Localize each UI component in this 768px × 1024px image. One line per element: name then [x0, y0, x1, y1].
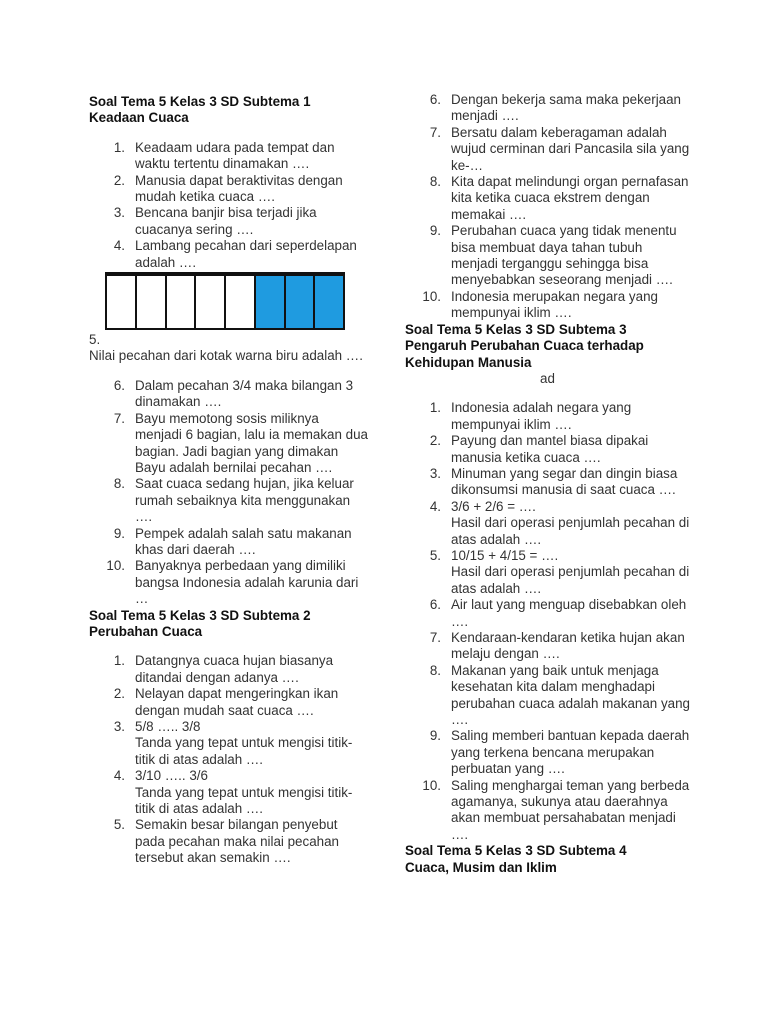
- question-item: 6. Dengan bekerja sama maka pekerjaan menjadi ….: [429, 92, 682, 124]
- subtema-4-title-line2: Cuaca, Musim dan Iklim: [405, 859, 557, 875]
- question-item: 6. Air laut yang menguap disebabkan oleh ….: [429, 597, 687, 629]
- question-item: 7. Bayu memotong sosis miliknya menjadi 6 bagian, lalu ia memakan dua bagian. Jadi bagian yang dimakan Bayu adalah bernilai pecahan ….: [113, 410, 368, 475]
- subtema-2-question-list-continued: [405, 92, 690, 322]
- ad-label: ad: [540, 370, 555, 386]
- question-item: 7. Bersatu dalam keberagaman adalah wujud cerminan dari Pancasila sila yang ke-…: [429, 124, 690, 173]
- question-item: 9. Saling memberi bantuan kepada daerah yang terkena bencana merupakan perbuatan yang ….: [429, 728, 690, 777]
- subtema-2-heading: [89, 608, 369, 641]
- question-item: 10. Saling menghargai teman yang berbeda agamanya, sukunya atau daerahnya akan membuat persahabatan menjadi ….: [422, 777, 690, 842]
- question-item: 9. Perubahan cuaca yang tidak menentu bisa membuat daya tahan tubuh menjadi terganggu sehingga bisa menyebabkan seseorang menjadi ….: [429, 223, 677, 288]
- question-item: 1. Indonesia adalah negara yang mempunyai iklim ….: [429, 400, 632, 432]
- subtema-2-title-line2: Perubahan Cuaca: [89, 623, 203, 639]
- subtema-3-title-line2: Pengaruh Perubahan Cuaca terhadap: [405, 338, 644, 354]
- question-item: 4. Lambang pecahan dari seperdelapan adalah ….: [113, 238, 357, 270]
- question-item: 4. 3/6 + 2/6 = …. Hasil dari operasi penjumlah pecahan di atas adalah ….: [429, 498, 690, 547]
- subtema-3-question-list: [405, 400, 690, 843]
- subtema-3-heading: [405, 322, 690, 371]
- subtema-3-title-line3: Kehidupan Manusia: [405, 354, 532, 370]
- question-item: 7. Kendaraan-kendaran ketika hujan akan melaju dengan ….: [429, 630, 685, 662]
- subtema-4-heading: [405, 843, 690, 876]
- question-item: 3. Bencana banjir bisa terjadi jika cuacanya sering ….: [113, 205, 317, 237]
- question-item: 10. Banyaknya perbedaan yang dimiliki bangsa Indonesia adalah karunia dari …: [106, 558, 359, 607]
- question-item: 5. Semakin besar bilangan penyebut pada pecahan maka nilai pecahan tersebut akan semakin ….: [113, 817, 339, 866]
- fraction-cell-white: [107, 276, 137, 328]
- fraction-cell-blue: [286, 276, 316, 328]
- subtema-1-title-line2: Keadaan Cuaca: [89, 110, 189, 126]
- question-item: 9. Pempek adalah salah satu makanan khas dari daerah ….: [113, 525, 352, 557]
- subtema-4-title-line1: Soal Tema 5 Kelas 3 SD Subtema 4: [405, 843, 627, 859]
- question-item: 1. Datangnya cuaca hujan biasanya ditandai dengan adanya ….: [113, 653, 334, 685]
- fraction-cell-blue: [315, 276, 343, 328]
- left-column: [89, 0, 369, 867]
- question-item: 10. Indonesia merupakan negara yang mempunyai iklim ….: [422, 288, 658, 321]
- question-item: 2. Manusia dapat beraktivitas dengan mudah ketika cuaca ….: [113, 172, 343, 205]
- question-item: 4. 3/10 ….. 3/6 Tanda yang tepat untuk mengisi titik-titik di atas adalah ….: [113, 768, 353, 817]
- subtema-1-question-list: [89, 140, 369, 271]
- subtema-3-title-line1: Soal Tema 5 Kelas 3 SD Subtema 3: [405, 321, 627, 337]
- question-5-text: Nilai pecahan dari kotak warna biru adalah ….: [89, 348, 363, 364]
- question-item: 8. Kita dapat melindungi organ pernafasan kita ketika cuaca ekstrem dengan memakai ….: [429, 174, 689, 222]
- subtema-1-heading: [89, 94, 369, 127]
- fraction-cell-white: [226, 276, 256, 328]
- fraction-cell-blue: [256, 276, 286, 328]
- subtema-1-question-list-2: [89, 378, 369, 608]
- fraction-cell-white: [196, 276, 226, 328]
- subtema-2-title-line1: Soal Tema 5 Kelas 3 SD Subtema 2: [89, 607, 311, 623]
- question-item: 6. Dalam pecahan 3/4 maka bilangan 3 dinamakan ….: [113, 377, 354, 410]
- question-5-fraction: [89, 332, 369, 365]
- question-item: 2. Payung dan mantel biasa dipakai manusia ketika cuaca ….: [429, 433, 649, 465]
- question-item: 3. Minuman yang segar dan dingin biasa dikonsumsi manusia di saat cuaca ….: [429, 465, 678, 498]
- fraction-diagram: [105, 272, 345, 330]
- question-item: 1. Keadaam udara pada tempat dan waktu tertentu dinamakan ….: [113, 139, 335, 172]
- subtema-2-question-list: [89, 653, 369, 866]
- fraction-cell-white: [137, 276, 167, 328]
- fraction-cell-white: [167, 276, 197, 328]
- question-item: 5. 10/15 + 4/15 = …. Hasil dari operasi penjumlah pecahan di atas adalah ….: [429, 547, 690, 596]
- right-column: [405, 0, 690, 876]
- subtema-1-title-line1: Soal Tema 5 Kelas 3 SD Subtema 1: [89, 94, 311, 109]
- question-item: 3. 5/8 ….. 3/8 Tanda yang tepat untuk mengisi titik-titik di atas adalah ….: [113, 719, 353, 767]
- question-item: 8. Makanan yang baik untuk menjaga kesehatan kita dalam menghadapi perubahan cuaca adalah makanan yang ….: [429, 662, 690, 728]
- question-item: 2. Nelayan dapat mengeringkan ikan dengan mudah saat cuaca ….: [113, 686, 339, 718]
- question-5-number: 5.: [89, 332, 101, 348]
- question-item: 8. Saat cuaca sedang hujan, jika keluar rumah sebaiknya kita menggunakan ….: [113, 476, 354, 525]
